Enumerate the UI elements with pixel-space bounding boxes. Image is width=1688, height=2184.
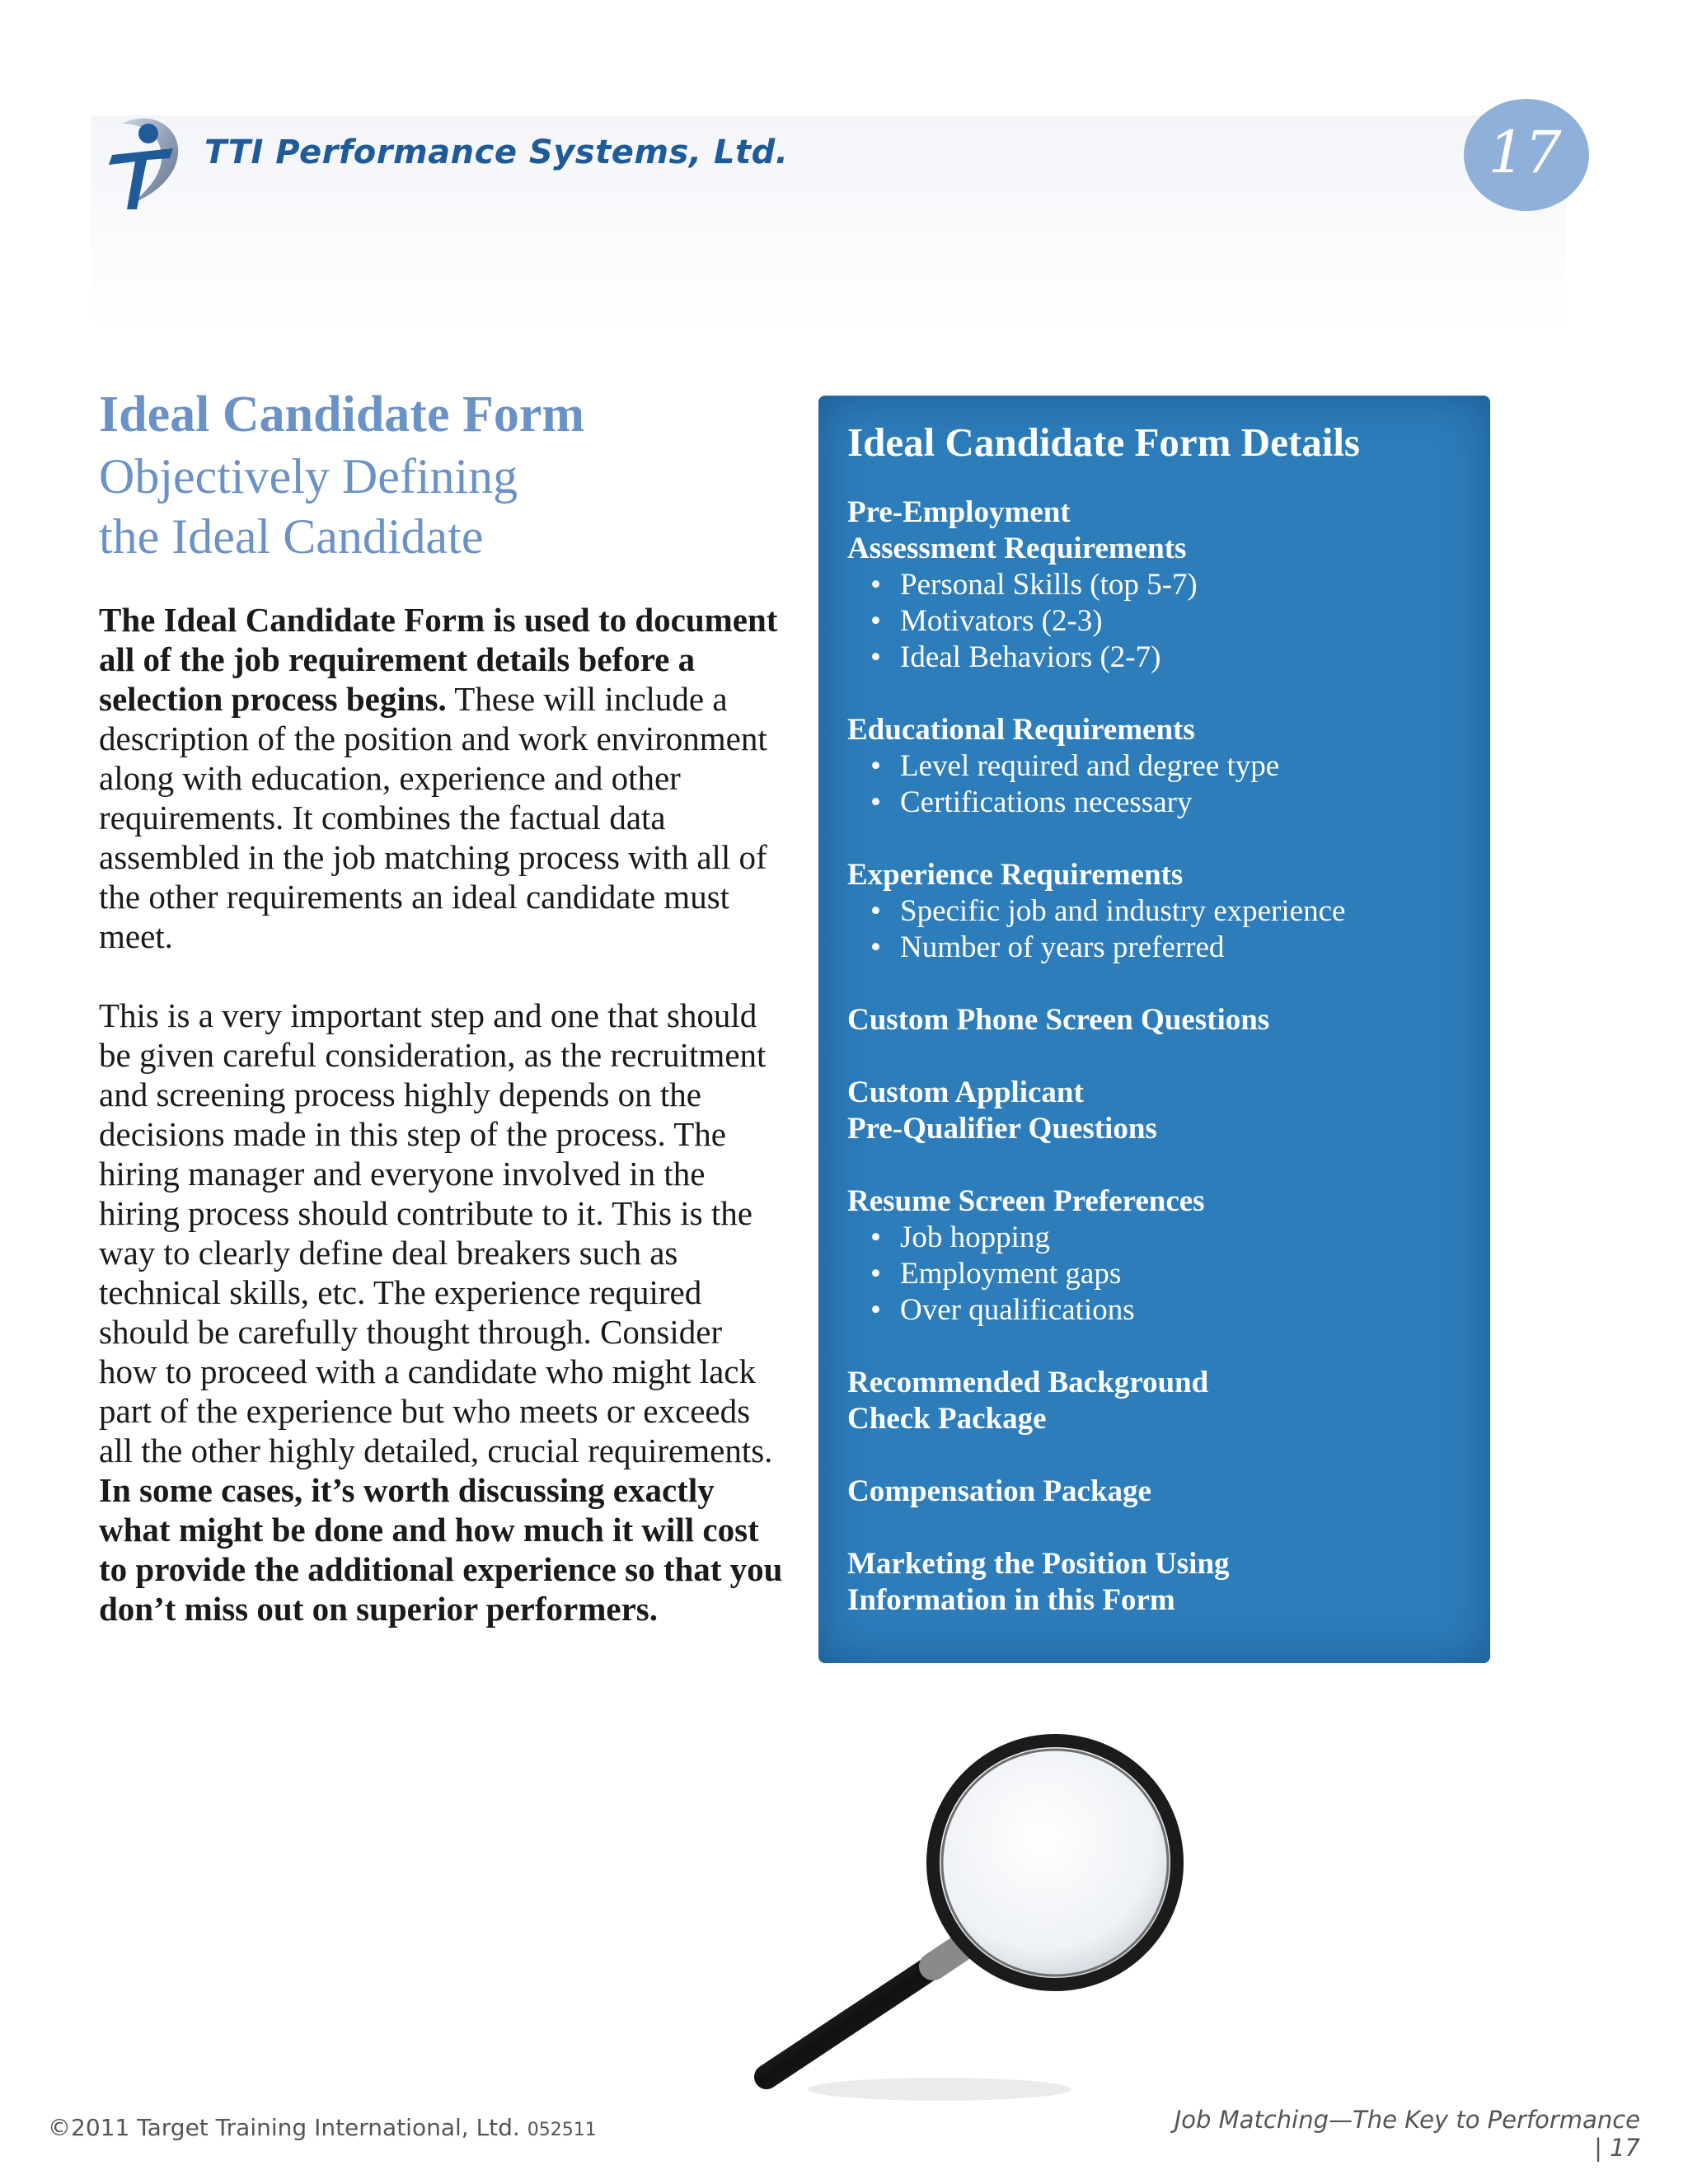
section-heading: Compensation Package bbox=[847, 1474, 1151, 1508]
tti-logo-icon bbox=[97, 107, 188, 214]
paragraph-2 bbox=[99, 996, 783, 1629]
section-heading: Custom Phone Screen Questions bbox=[847, 1003, 1270, 1037]
list-item: • Personal Skills (top 5-7) bbox=[847, 567, 1474, 603]
section-heading: Resume Screen Preferences bbox=[847, 1184, 1205, 1218]
section-heading: Check Package bbox=[847, 1402, 1047, 1436]
section-heading: Experience Requirements bbox=[847, 858, 1184, 892]
section-resume-screen bbox=[847, 1183, 1474, 1329]
section-experience bbox=[847, 857, 1474, 966]
list-item: • Over qualifications bbox=[847, 1292, 1474, 1329]
section-heading: Pre-Employment bbox=[847, 495, 1071, 529]
section-heading: Educational Requirements bbox=[847, 713, 1195, 747]
section-pre-qualifier bbox=[847, 1075, 1474, 1147]
section-heading: Assessment Requirements bbox=[847, 532, 1187, 565]
list-item: • Number of years preferred bbox=[847, 930, 1474, 966]
page-title: Ideal Candidate Form bbox=[99, 387, 584, 443]
section-list bbox=[847, 893, 1474, 966]
section-list bbox=[847, 1220, 1474, 1329]
page-subtitle bbox=[99, 447, 725, 567]
subtitle-line-1: Objectively Defining bbox=[99, 449, 518, 504]
list-item: • Motivators (2-3) bbox=[847, 603, 1474, 640]
panel-title: Ideal Candidate Form Details bbox=[847, 419, 1360, 465]
footer-title: Job Matching—The Key to Performance | 17 bbox=[1174, 2106, 1640, 2162]
list-item: • Level required and degree type bbox=[847, 748, 1474, 785]
section-phone-screen bbox=[847, 1002, 1474, 1038]
section-assessment bbox=[847, 494, 1474, 676]
paragraph-2-bold: In some cases, it’s worth discussing exactly what might be done and how much it will cost to provide the additional experience so that you don’t miss out on superior performers. bbox=[99, 1471, 783, 1628]
brand-name: TTI Performance Systems, Ltd. bbox=[204, 134, 789, 171]
section-list bbox=[847, 567, 1474, 676]
document-code: 052511 bbox=[527, 2120, 597, 2140]
magnifying-glass-icon bbox=[750, 1714, 1212, 2110]
section-heading: Marketing the Position Using bbox=[847, 1547, 1230, 1581]
section-education bbox=[847, 712, 1474, 821]
page-number: 17 bbox=[1488, 119, 1562, 186]
footer-copyright bbox=[48, 2114, 597, 2141]
list-item: • Employment gaps bbox=[847, 1256, 1474, 1292]
section-heading: Recommended Background bbox=[847, 1366, 1209, 1399]
section-marketing bbox=[847, 1546, 1474, 1619]
list-item: • Certifications necessary bbox=[847, 785, 1474, 821]
section-heading: Information in this Form bbox=[847, 1583, 1175, 1617]
paragraph-1-text: These will include a description of the position and work environment along with education, experience and other requirements. It combines the factual data assembled in the job matching process with all of the other requirements an ideal candidate must meet. bbox=[99, 680, 767, 955]
section-list bbox=[847, 748, 1474, 821]
page-number-badge bbox=[1459, 95, 1591, 214]
section-compensation bbox=[847, 1474, 1474, 1510]
section-heading: Custom Applicant bbox=[847, 1076, 1084, 1109]
details-panel bbox=[818, 396, 1490, 1663]
copyright-text: ©2011 Target Training International, Ltd. bbox=[48, 2114, 520, 2141]
section-background-check bbox=[847, 1365, 1474, 1437]
paragraph-1-bold: The Ideal Candidate Form is used to document all of the job requirement details before a selection process begins. bbox=[99, 601, 778, 718]
list-item: • Job hopping bbox=[847, 1220, 1474, 1256]
subtitle-line-2: the Ideal Candidate bbox=[99, 509, 484, 564]
section-heading: Pre-Qualifier Questions bbox=[847, 1112, 1157, 1146]
panel-body bbox=[847, 494, 1474, 1655]
body-text bbox=[99, 600, 783, 1668]
paragraph-1 bbox=[99, 600, 783, 956]
paragraph-2-text: This is a very important step and one that should be given careful consideration, as the recruitment and screening process highly depends on the decisions made in this step of the process. The hiring manager and everyone involved in the hiring process should contribute to it. This is the way to clearly define deal breakers such as technical skills, etc. The experience required should be carefully thought through. Consider how to proceed with a candidate who might lack part of the experience but who meets or exceeds all the other highly detailed, crucial requirements. bbox=[99, 996, 773, 1469]
list-item: • Specific job and industry experience bbox=[847, 893, 1474, 930]
list-item: • Ideal Behaviors (2-7) bbox=[847, 640, 1474, 676]
